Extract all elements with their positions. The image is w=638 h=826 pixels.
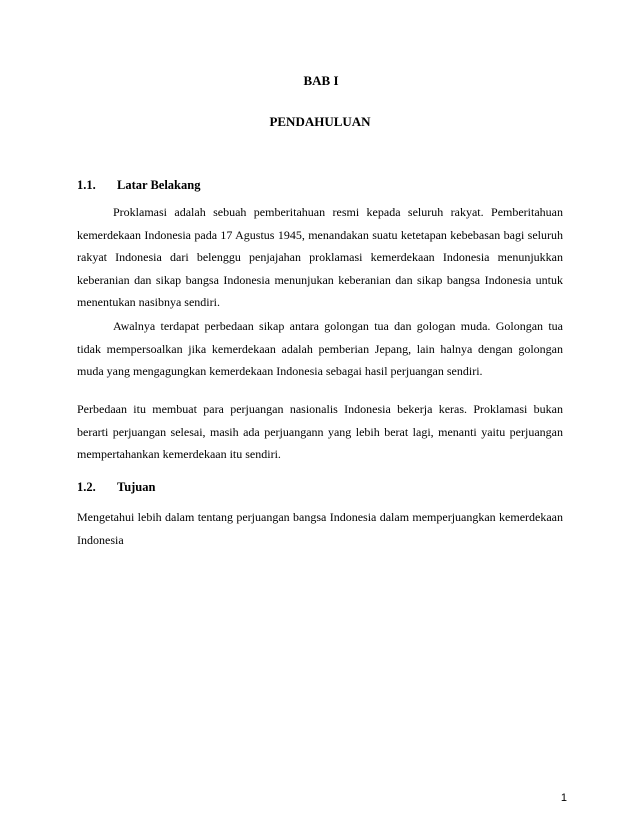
chapter-title: PENDAHULUAN bbox=[269, 114, 371, 129]
page-number: 1 bbox=[560, 792, 567, 804]
section-title: Latar Belakang bbox=[117, 178, 201, 192]
section-title: Tujuan bbox=[117, 480, 156, 494]
section-number: 1.2. bbox=[77, 480, 96, 494]
chapter-number: BAB I bbox=[303, 73, 339, 88]
paragraph-proklamasi: Proklamasi adalah sebuah pemberitahuan resmi kepada seluruh rakyat. Pemberitahuan kemerdekaan Indonesia pada 17 Agustus 1945, menandakan suatu ketetapan kebebasan bagi seluruh rakyat Indonesia dari belenggu penjajahan proklamasi kemerdekaan Indonesia menunjukkan keberanian dan sikap bangsa Indonesia menunjukan keberanian dan sikap bangsa Indonesia untuk menentukan nasibnya sendiri. bbox=[77, 205, 563, 309]
paragraph-tujuan: Mengetahui lebih dalam tentang perjuangan bangsa Indonesia dalam memperjuangkan kemerdekaan Indonesia bbox=[77, 510, 563, 547]
section-heading-latar-belakang bbox=[77, 178, 200, 193]
paragraph-perjuangan: Perbedaan itu membuat para perjuangan nasionalis Indonesia bekerja keras. Proklamasi bukan berarti perjuangan selesai, masih ada perjuangann yang lebih berat lagi, menanti yaitu perjuangan mempertahankan kemerdekaan itu sendiri. bbox=[77, 402, 563, 461]
section-number: 1.1. bbox=[77, 178, 96, 192]
section-heading-tujuan bbox=[77, 480, 155, 495]
paragraph-perbedaan-golongan: Awalnya terdapat perbedaan sikap antara golongan tua dan gologan muda. Golongan tua tidak mempersoalkan jika kemerdekaan adalah pemberian Jepang, lain halnya dengan golongan muda yang mengagungkan kemerdekaan Indonesia sebagai hasil perjuangan sendiri. bbox=[77, 319, 563, 378]
